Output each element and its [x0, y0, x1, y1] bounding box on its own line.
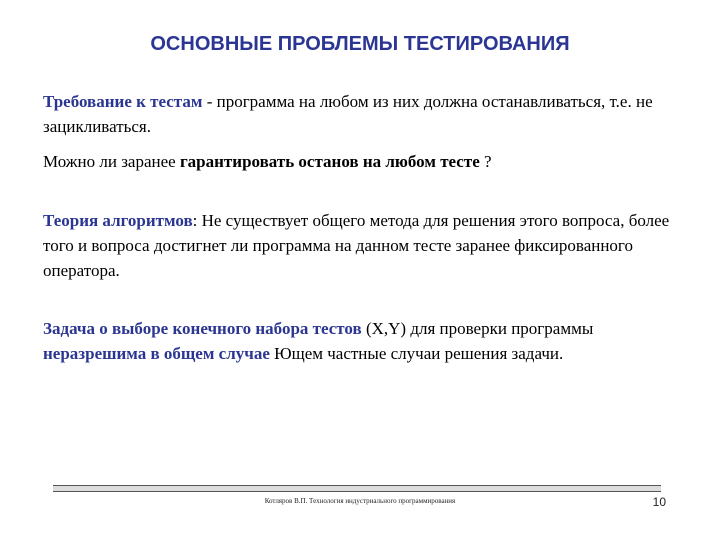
paragraph-text: : Не существует общего метода для решения этого вопроса, более того и вопроса достигнет ли программа на данном тесте заранее фиксированного оператора. [43, 211, 670, 280]
term-test-selection: Задача о выборе конечного набора тестов [43, 319, 362, 338]
paragraph-text: (X,Y) [361, 319, 407, 338]
paragraph-algorithm-theory [43, 208, 673, 283]
paragraph-text: для проверки программы [406, 319, 594, 338]
slide-title: ОСНОВНЫЕ ПРОБЛЕМЫ ТЕСТИРОВАНИЯ [150, 33, 570, 55]
emphasis-undecidable: неразрешима в общем случае [43, 344, 270, 363]
paragraph-text: - программа на любом из них должна останавливаться, т.е. не зацикливаться. [43, 92, 653, 136]
footer-divider [53, 485, 661, 492]
emphasis-text: гарантировать останов на любом тесте [179, 152, 480, 171]
term-test-requirement: Требование к тестам [43, 92, 203, 111]
paragraph-halt-question [43, 149, 673, 174]
paragraph-text: ? [479, 152, 492, 171]
paragraph-text: Ющем частные случаи решения задачи. [269, 344, 564, 363]
footer-author: Котляров В.П. Технология индустриального программирования [264, 497, 456, 505]
paragraph-test-selection [43, 316, 673, 366]
paragraph-test-requirement [43, 89, 673, 139]
paragraph-text: Можно ли заранее [43, 152, 180, 171]
term-algorithm-theory: Теория алгоритмов [43, 211, 193, 230]
page-number: 10 [652, 495, 666, 509]
